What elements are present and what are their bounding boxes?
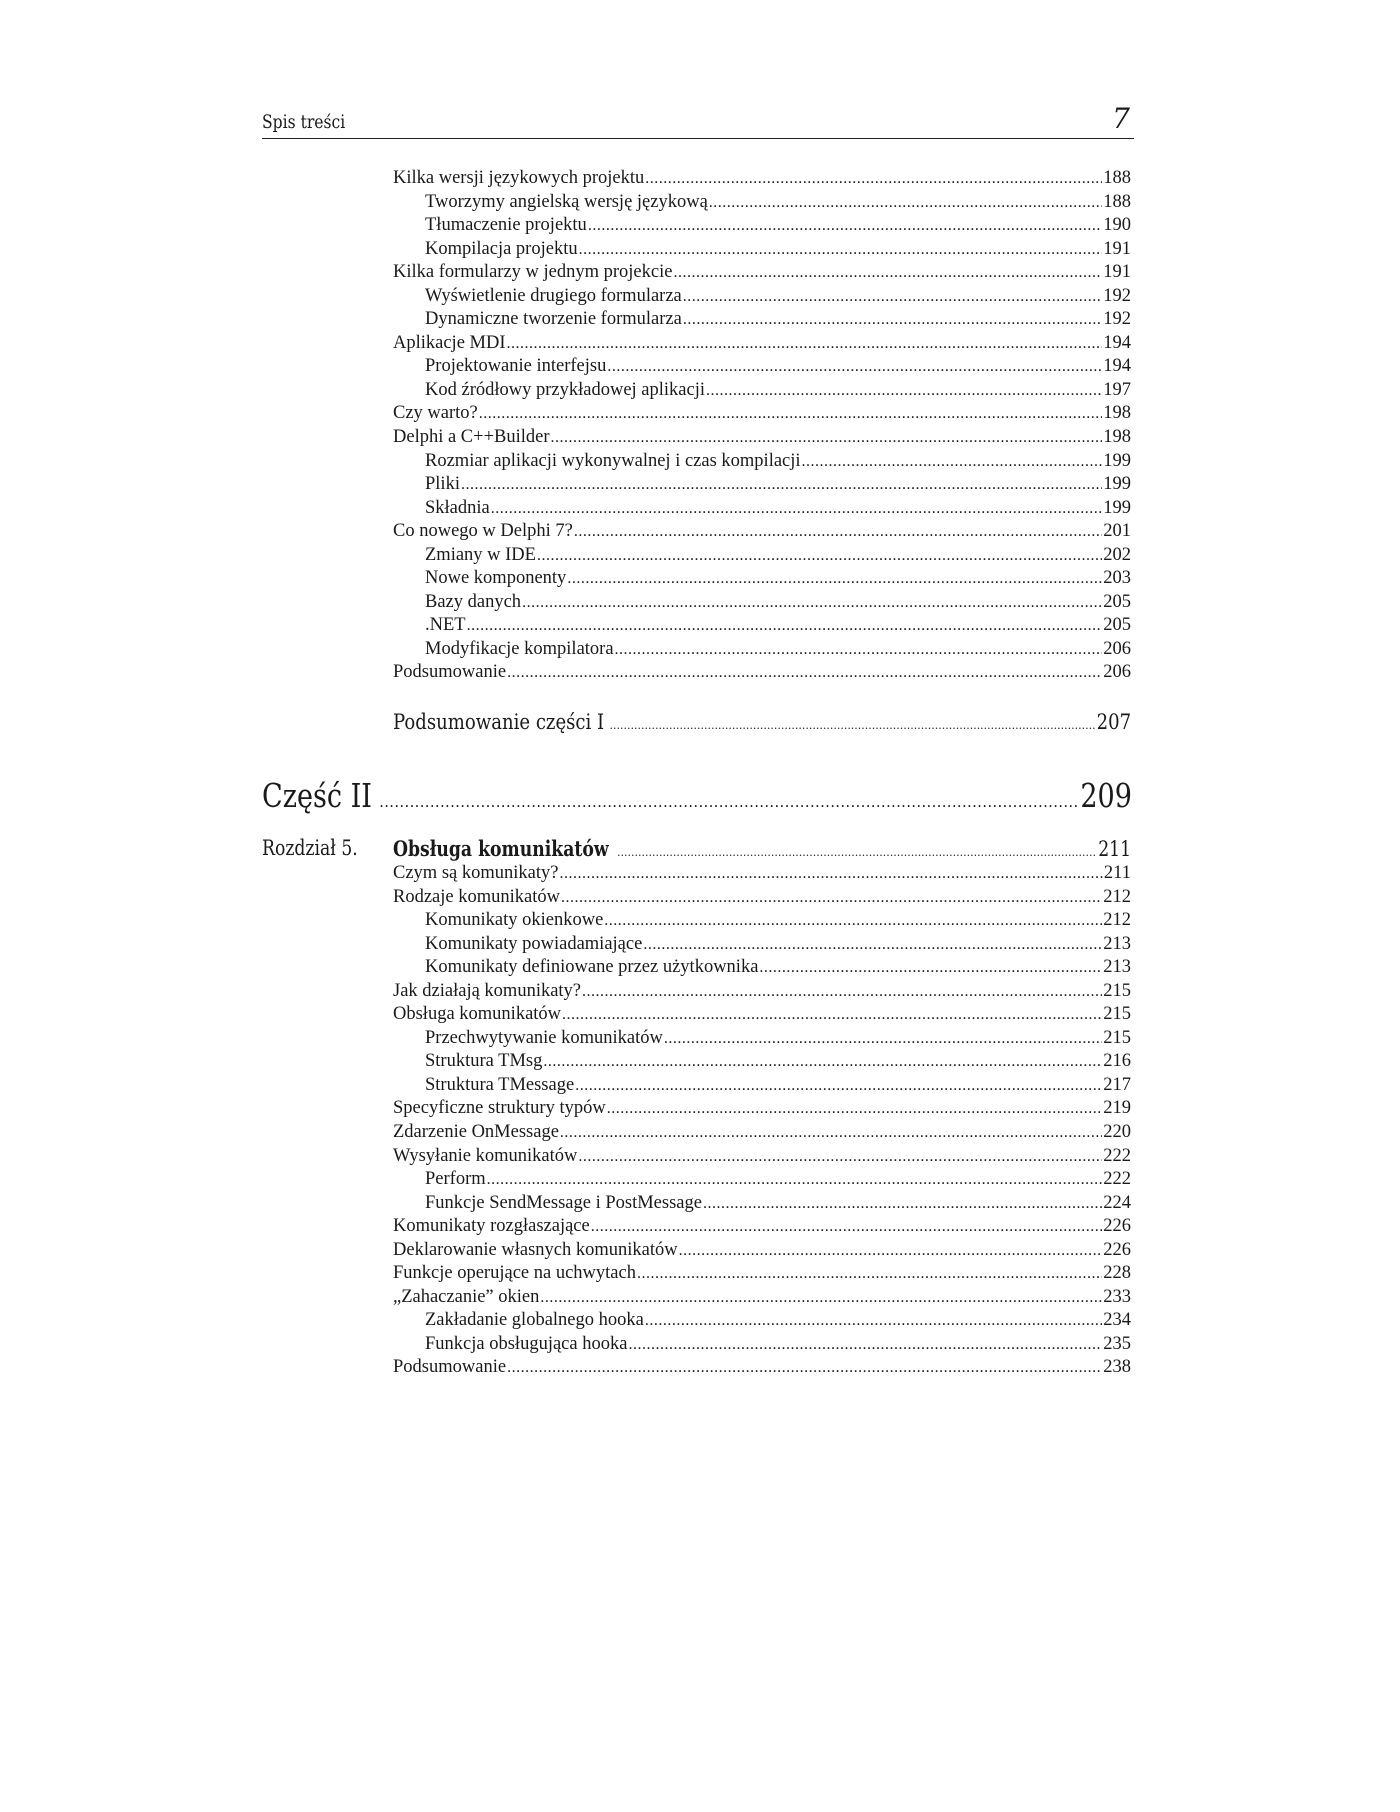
toc-summary-page: 207 (1096, 710, 1131, 734)
toc-leader-dots (607, 355, 1102, 379)
toc-entry (393, 1121, 1131, 1145)
toc-leader-dots (582, 980, 1102, 1004)
toc-entry (393, 638, 1131, 662)
toc-leader-dots (467, 614, 1103, 638)
toc-entry-title: „Zahaczanie” okien (393, 1286, 540, 1307)
toc-leader-dots (802, 450, 1103, 474)
toc-entry-page: 234 (1103, 1310, 1131, 1331)
toc-entry (393, 473, 1131, 497)
toc-entry (393, 167, 1131, 191)
toc-entry-page: 222 (1103, 1169, 1131, 1190)
toc-section-part-i-end (393, 167, 1131, 685)
toc-entry-page: 222 (1103, 1145, 1131, 1166)
toc-entry-title: Podsumowanie (393, 662, 507, 683)
toc-entry-page: 188 (1103, 168, 1131, 188)
toc-entry-title: Modyfikacje kompilatora (425, 638, 614, 659)
toc-leader-dots (543, 1050, 1102, 1074)
toc-leader-dots (703, 1192, 1102, 1216)
toc-entry-page: 202 (1103, 544, 1131, 565)
toc-entry (393, 933, 1131, 957)
toc-leader-dots (615, 638, 1103, 662)
toc-entry-page: 213 (1103, 933, 1131, 954)
toc-entry-page: 212 (1103, 886, 1131, 907)
running-header (262, 96, 1134, 139)
toc-entry-title: .NET (425, 615, 466, 636)
toc-entry-page: 226 (1103, 1216, 1131, 1237)
toc-entry-title: Obsługa komunikatów (393, 1004, 562, 1025)
toc-entry (393, 1168, 1131, 1192)
toc-entry-page: 201 (1103, 521, 1131, 542)
toc-entry-page: 224 (1103, 1192, 1131, 1213)
toc-leader-dots (461, 473, 1102, 497)
toc-leader-dots (575, 1074, 1102, 1098)
toc-entry-title: Aplikacje MDI (393, 332, 506, 353)
toc-leader-dots (610, 719, 1096, 732)
toc-entry-title: Bazy danych (425, 591, 522, 612)
toc-entry-page: 238 (1103, 1357, 1131, 1378)
toc-entry (393, 1262, 1131, 1286)
toc-entry-page: 199 (1103, 474, 1131, 495)
toc-entry-title: Pliki (425, 474, 460, 495)
toc-entry-title: Czym są komunikaty? (393, 863, 559, 883)
toc-leader-dots (560, 1121, 1102, 1145)
toc-leader-dots (709, 191, 1102, 215)
toc-leader-dots (551, 426, 1103, 450)
toc-leader-dots (683, 285, 1102, 309)
toc-entry (393, 886, 1131, 910)
chapter-title: Obsługa komunikatów (393, 836, 609, 861)
toc-entry (393, 980, 1131, 1004)
toc-entry-page: 198 (1103, 403, 1131, 424)
toc-entry-page: 191 (1103, 262, 1131, 283)
toc-entry (393, 661, 1131, 685)
toc-entry-title: Wyświetlenie drugiego formularza (425, 285, 682, 306)
toc-entry (393, 614, 1131, 638)
toc-entry-title: Komunikaty okienkowe (425, 910, 604, 931)
toc-leader-dots (507, 332, 1103, 356)
toc-entry-title: Dynamiczne tworzenie formularza (425, 309, 682, 330)
header-title: Spis treści (262, 111, 346, 133)
toc-entry-page: 226 (1103, 1239, 1131, 1260)
toc-entry-title: Rozmiar aplikacji wykonywalnej i czas kompilacji (425, 450, 801, 471)
toc-entry (393, 214, 1131, 238)
toc-entry (393, 308, 1131, 332)
toc-entry-title: Funkcje operujące na uchwytach (393, 1263, 636, 1284)
toc-entry (393, 1097, 1131, 1121)
toc-entry (393, 261, 1131, 285)
toc-entry (393, 450, 1131, 474)
toc-leader-dots (645, 1309, 1102, 1333)
toc-leader-dots (561, 886, 1102, 910)
toc-entry (393, 1309, 1131, 1333)
toc-entry (393, 591, 1131, 615)
toc-entry-page: 198 (1103, 427, 1131, 448)
toc-leader-dots (607, 1097, 1103, 1121)
toc-entry-title: Deklarowanie własnych komunikatów (393, 1239, 678, 1260)
toc-summary-title: Podsumowanie części I (393, 710, 605, 734)
toc-entry-page: 192 (1103, 309, 1131, 330)
toc-chapter-heading (393, 836, 1131, 861)
toc-entry-title: Przechwytywanie komunikatów (425, 1027, 663, 1048)
toc-leader-dots (578, 1145, 1102, 1169)
toc-entry-title: Kilka formularzy w jednym projekcie (393, 262, 673, 283)
toc-entry (393, 355, 1131, 379)
toc-entry-page: 215 (1103, 1027, 1131, 1048)
toc-entry-page: 191 (1103, 238, 1131, 259)
toc-entry-title: Składnia (425, 497, 490, 518)
toc-leader-dots (507, 661, 1102, 685)
toc-entry-title: Podsumowanie (393, 1357, 507, 1378)
toc-leader-dots (604, 909, 1102, 933)
toc-entry-title: Jak działają komunikaty? (393, 980, 582, 1001)
toc-leader-dots (617, 846, 1096, 859)
toc-leader-dots (540, 1286, 1102, 1310)
toc-entry-page: 206 (1103, 662, 1131, 683)
toc-leader-dots (588, 214, 1102, 238)
toc-entry-page: 206 (1103, 638, 1131, 659)
toc-entry (393, 497, 1131, 521)
toc-entry-title: Komunikaty rozgłaszające (393, 1216, 590, 1237)
toc-entry (393, 379, 1131, 403)
toc-entry-page: 235 (1103, 1333, 1131, 1354)
toc-leader-dots (637, 1262, 1102, 1286)
toc-leader-dots (487, 1168, 1103, 1192)
toc-entry (393, 1050, 1131, 1074)
toc-entry-page: 199 (1103, 450, 1131, 471)
toc-leader-dots (673, 261, 1102, 285)
toc-leader-dots (491, 497, 1103, 521)
toc-entry-title: Struktura TMsg (425, 1051, 543, 1072)
toc-entry (393, 1239, 1131, 1263)
toc-entry-page: 220 (1103, 1122, 1131, 1143)
toc-entry (393, 332, 1131, 356)
chapter-page: 211 (1098, 837, 1131, 861)
toc-entry (393, 862, 1131, 886)
toc-entry (393, 402, 1131, 426)
toc-leader-dots (507, 1356, 1102, 1380)
toc-entry-page: 197 (1103, 379, 1131, 400)
toc-leader-dots (643, 933, 1102, 957)
toc-entry-title: Delphi a C++Builder (393, 427, 550, 448)
toc-entry (393, 1003, 1131, 1027)
toc-entry-page: 228 (1103, 1263, 1131, 1284)
toc-entry (393, 1286, 1131, 1310)
toc-part-title: Część II (262, 776, 373, 815)
toc-entry (393, 1356, 1131, 1380)
toc-part-page: 209 (1080, 776, 1132, 815)
toc-entry (393, 520, 1131, 544)
toc-leader-dots (628, 1333, 1102, 1357)
toc-entry-page: 215 (1103, 1004, 1131, 1025)
toc-entry-title: Komunikaty powiadamiające (425, 933, 643, 954)
toc-entry-title: Co nowego w Delphi 7? (393, 521, 573, 542)
toc-entry-title: Zakładanie globalnego hooka (425, 1310, 644, 1331)
toc-leader-dots (664, 1027, 1102, 1051)
toc-leader-dots (379, 793, 1078, 811)
toc-entry-title: Specyficzne struktury typów (393, 1098, 606, 1119)
toc-entry-title: Czy warto? (393, 403, 478, 424)
toc-entry-page: 211 (1103, 863, 1131, 883)
toc-entry (393, 956, 1131, 980)
header-page-number: 7 (1112, 102, 1130, 135)
toc-entry-title: Wysyłanie komunikatów (393, 1145, 578, 1166)
toc-entry-title: Funkcja obsługująca hooka (425, 1333, 628, 1354)
toc-entry (393, 909, 1131, 933)
toc-entry-title: Perform (425, 1169, 486, 1190)
toc-leader-dots (567, 567, 1102, 591)
toc-entry-page: 205 (1103, 615, 1131, 636)
toc-entry (393, 1215, 1131, 1239)
toc-entry-title: Funkcje SendMessage i PostMessage (425, 1192, 702, 1213)
toc-entry (393, 544, 1131, 568)
toc-summary-part-i (393, 710, 1131, 734)
toc-entry (393, 1192, 1131, 1216)
toc-entry-page: 203 (1103, 568, 1131, 589)
toc-entry-page: 213 (1103, 957, 1131, 978)
toc-leader-dots (706, 379, 1102, 403)
toc-leader-dots (679, 1239, 1103, 1263)
toc-entry (393, 1027, 1131, 1051)
toc-entry-page: 212 (1103, 910, 1131, 931)
toc-leader-dots (522, 591, 1102, 615)
toc-leader-dots (759, 956, 1102, 980)
toc-leader-dots (645, 167, 1102, 191)
toc-leader-dots (537, 544, 1102, 568)
toc-entry (393, 567, 1131, 591)
toc-entry-title: Struktura TMessage (425, 1074, 575, 1095)
toc-part-heading (262, 776, 1132, 815)
toc-entry-page: 188 (1103, 191, 1131, 212)
toc-entry-page: 194 (1103, 332, 1131, 353)
toc-entry-page: 219 (1103, 1098, 1131, 1119)
toc-entry-title: Nowe komponenty (425, 568, 567, 589)
toc-entry (393, 285, 1131, 309)
toc-entry (393, 191, 1131, 215)
toc-entry-title: Projektowanie interfejsu (425, 356, 607, 377)
toc-entry (393, 1145, 1131, 1169)
toc-leader-dots (579, 238, 1103, 262)
toc-entry (393, 1074, 1131, 1098)
toc-entry-title: Tłumaczenie projektu (425, 215, 587, 236)
toc-entry-title: Zdarzenie OnMessage (393, 1122, 559, 1143)
toc-leader-dots (562, 1003, 1102, 1027)
toc-entry-title: Tworzymy angielską wersję językową (425, 191, 708, 212)
toc-entry-page: 199 (1103, 497, 1131, 518)
toc-leader-dots (683, 308, 1102, 332)
toc-entry-title: Kompilacja projektu (425, 238, 578, 259)
toc-entry-title: Kod źródłowy przykładowej aplikacji (425, 379, 705, 400)
toc-entry-page: 192 (1103, 285, 1131, 306)
toc-entry-page: 194 (1103, 356, 1131, 377)
toc-leader-dots (574, 520, 1102, 544)
toc-entry-page: 216 (1103, 1051, 1131, 1072)
toc-entry-title: Zmiany w IDE (425, 544, 536, 565)
toc-entry (393, 1333, 1131, 1357)
toc-entry (393, 426, 1131, 450)
toc-entry-page: 217 (1103, 1074, 1131, 1095)
toc-entry-page: 215 (1103, 980, 1131, 1001)
toc-section-chapter-5 (393, 862, 1131, 1380)
toc-entry-title: Komunikaty definiowane przez użytkownika (425, 957, 759, 978)
toc-entry (393, 238, 1131, 262)
toc-entry-page: 205 (1103, 591, 1131, 612)
toc-entry-title: Kilka wersji językowych projektu (393, 168, 645, 188)
chapter-label: Rozdział 5. (262, 836, 358, 860)
toc-entry-title: Rodzaje komunikatów (393, 886, 560, 907)
toc-leader-dots (479, 402, 1102, 426)
toc-leader-dots (559, 862, 1102, 886)
toc-entry-page: 233 (1103, 1286, 1131, 1307)
toc-entry-page: 190 (1103, 215, 1131, 236)
toc-leader-dots (591, 1215, 1103, 1239)
